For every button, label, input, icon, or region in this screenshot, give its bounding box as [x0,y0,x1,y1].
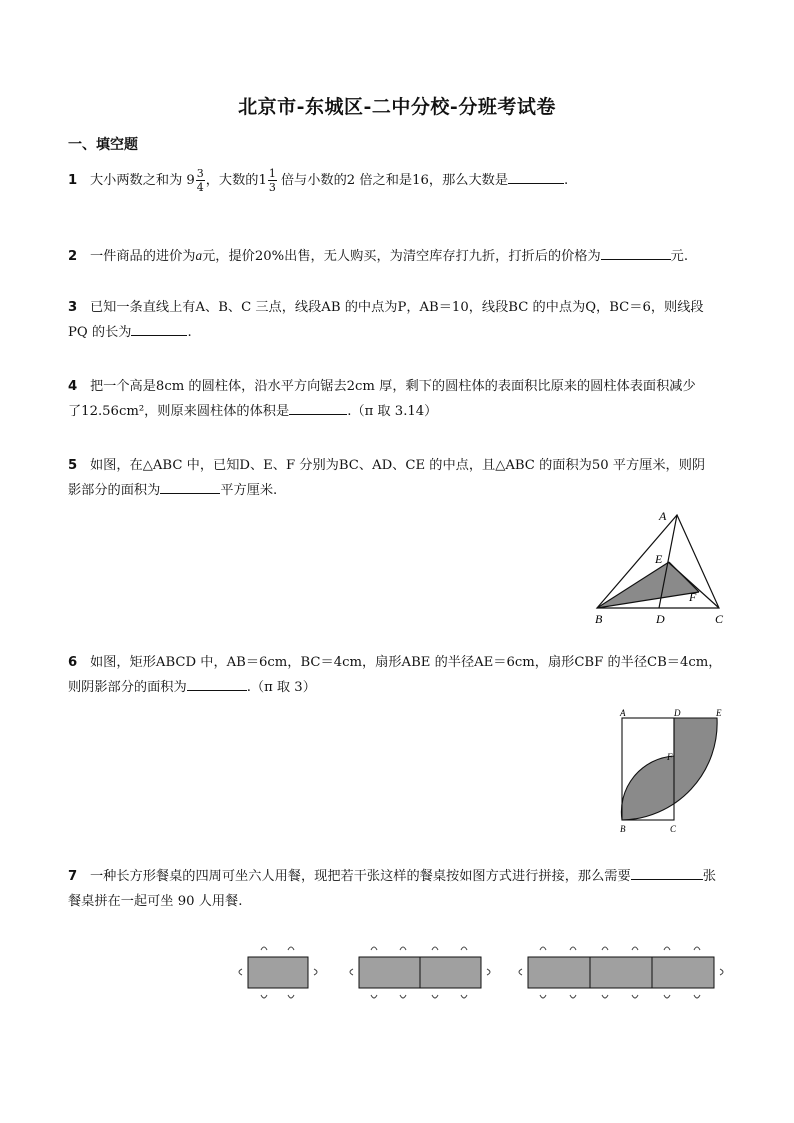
question-6: 6 如图，矩形ABCD 中，AB＝6cm，BC＝4cm，扇形ABE 的半径AE＝6cm，扇形CBF 的半径CB＝4cm， 则阴影部分的面积为 .（π 取 3） [68,652,721,698]
triangle-figure [585,505,735,630]
table-double-right [420,957,481,988]
label-f: F [689,590,697,604]
question-5: 5 如图，在△ABC 中，已知D、E、F 分别为BC、AD、CE 的中点，且△ABC 的面积为50 平方厘米，则阴 影部分的面积为 平方厘米. [68,455,705,501]
page-title: 北京市-东城区-二中分校-分班考试卷 [238,96,556,118]
answer-blank[interactable] [508,171,564,184]
label-c: C [670,824,677,834]
fraction: $\frac{1}{3}$ [268,167,276,194]
table-triple-3 [652,957,714,988]
fraction: $\frac{3}{4}$ [196,167,204,194]
table-single [248,957,308,988]
label-f: F [667,752,673,762]
answer-blank[interactable] [601,247,671,260]
label-b: B [620,824,626,834]
answer-blank[interactable] [131,323,187,336]
answer-blank[interactable] [160,481,220,494]
table-triple-1 [528,957,590,988]
label-c: C [715,612,724,626]
table-double-left [359,957,420,988]
shaded-region [597,562,699,608]
question-4: 4 把一个高是8cm 的圆柱体，沿水平方向锯去2cm 厚，剩下的圆柱体的表面积比原来的圆柱体表面积减少 了12.56cm²，则原来圆柱体的体积是 .（π 取 3.14） [68,376,696,422]
question-number: 7 [68,869,78,884]
answer-blank[interactable] [631,867,703,880]
answer-blank[interactable] [289,402,347,415]
tables-figure [230,938,730,1008]
table-triple-2 [590,957,652,988]
question-number: 2 [68,249,78,264]
label-d: D [656,612,665,626]
question-number: 4 [68,379,78,394]
question-2: 2 一件商品的进价为a元，提价20%出售，无人购买，为清空库存打九折，打折后的价格为 元. [68,245,688,267]
question-3: 3 已知一条直线上有A、B、C 三点，线段AB 的中点为P，AB＝10，线段BC 的中点为Q，BC＝6，则线段 PQ 的长为 . [68,297,704,343]
rectangle-sector-figure [612,705,737,837]
label-b: B [595,612,603,626]
section-heading: 一、填空题 [68,137,138,153]
shaded-region [621,718,717,820]
question-number: 3 [68,300,78,315]
question-7: 7 一种长方形餐桌的四周可坐六人用餐，现把若干张这样的餐桌按如图方式进行拼接，那么需要 张 餐桌拼在一起可坐 90 人用餐. [68,866,716,912]
label-d: D [674,708,681,718]
question-number: 1 [68,173,78,188]
question-number: 5 [68,458,78,473]
question-1: 1 大小两数之和为 9 $\frac{3}{4}$ ，大数的1 $\frac{1}{3}$ 倍与小数的2 倍之和是16，那么大数是 . [68,167,569,194]
label-a: A [659,509,667,523]
label-e: E [655,552,663,566]
label-a: A [620,708,626,718]
answer-blank[interactable] [187,678,247,691]
question-number: 6 [68,655,78,670]
label-e: E [716,708,722,718]
